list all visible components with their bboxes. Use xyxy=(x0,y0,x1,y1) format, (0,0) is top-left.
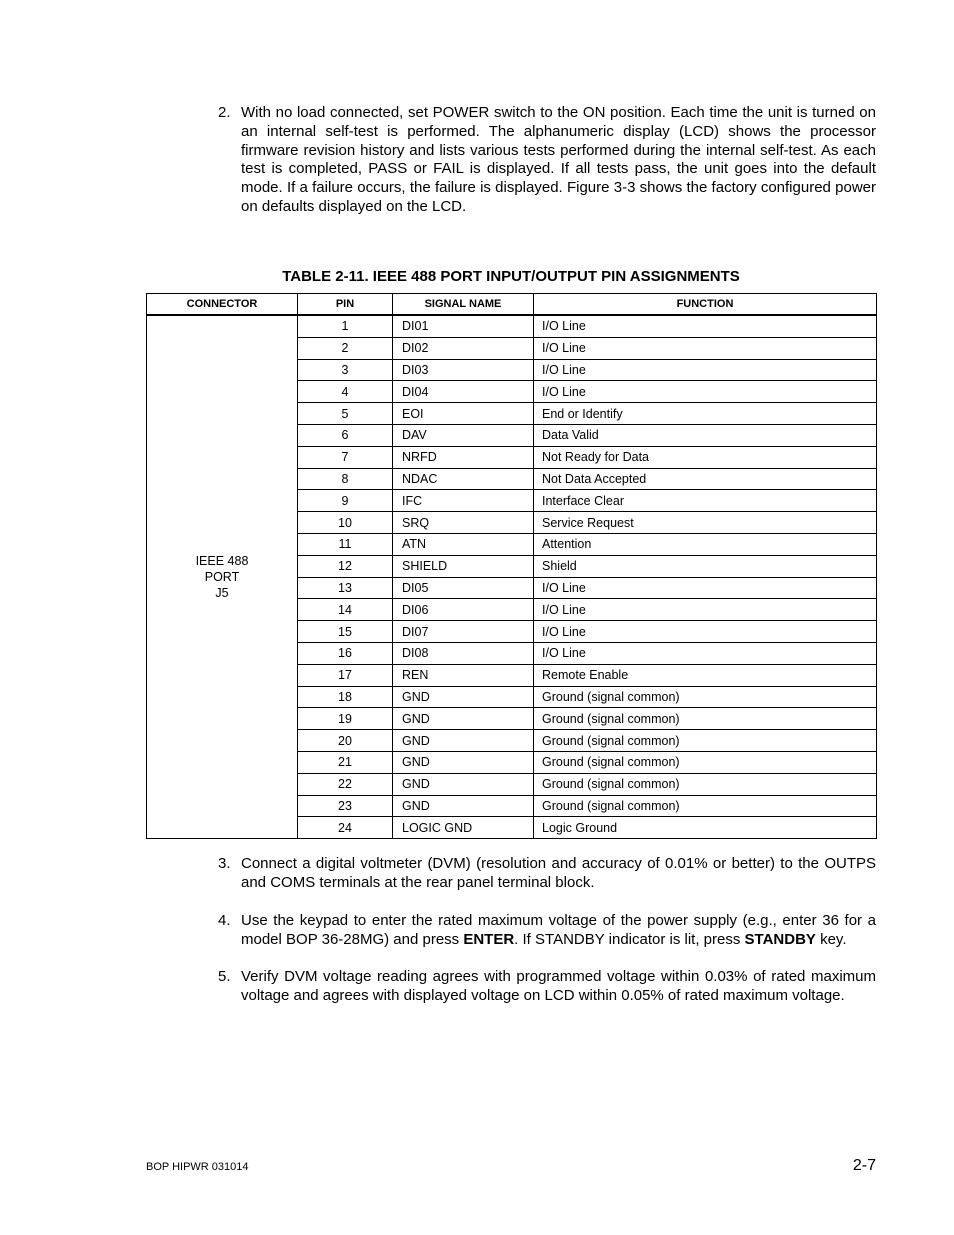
signal-name-cell: DI08 xyxy=(393,642,534,664)
pin-number-cell: 13 xyxy=(298,577,393,599)
signal-name-cell: GND xyxy=(393,773,534,795)
footer-page-number: 2-7 xyxy=(852,1157,876,1174)
signal-name-cell: DI07 xyxy=(393,621,534,643)
enter-key-label: ENTER xyxy=(463,930,515,948)
header-function: FUNCTION xyxy=(534,294,877,316)
pin-number-cell: 15 xyxy=(298,621,393,643)
pin-number-cell: 5 xyxy=(298,403,393,425)
signal-name-cell: DAV xyxy=(393,424,534,446)
connector-label-line: IEEE 488 xyxy=(195,554,249,569)
function-cell: Service Request xyxy=(534,512,877,534)
pin-number-cell: 18 xyxy=(298,686,393,708)
pin-number-cell: 24 xyxy=(298,817,393,839)
function-cell: I/O Line xyxy=(534,621,877,643)
signal-name-cell: DI01 xyxy=(393,315,534,337)
signal-name-cell: EOI xyxy=(393,403,534,425)
function-cell: Ground (signal common) xyxy=(534,730,877,752)
step-text-part: . If STANDBY indicator is lit, press xyxy=(514,930,745,948)
signal-name-cell: DI05 xyxy=(393,577,534,599)
signal-name-cell: GND xyxy=(393,708,534,730)
function-cell: Not Ready for Data xyxy=(534,446,877,468)
step-text: Verify DVM voltage reading agrees with programmed voltage within 0.03% of rated maximum voltage and agrees with displayed voltage on LCD within 0.05% of rated maximum voltage. xyxy=(241,968,876,1004)
step-text xyxy=(241,912,876,950)
connector-cell xyxy=(147,315,298,839)
step-text: Connect a digital voltmeter (DVM) (resolution and accuracy of 0.01% or better) to the OUTPS and COMS terminals at the rear panel terminal block. xyxy=(241,855,876,891)
signal-name-cell: DI06 xyxy=(393,599,534,621)
header-signal-name: SIGNAL NAME xyxy=(393,294,534,316)
table-title: TABLE 2-11. IEEE 488 PORT INPUT/OUTPUT PIN ASSIGNMENTS xyxy=(282,268,740,285)
function-cell: I/O Line xyxy=(534,381,877,403)
function-cell: Ground (signal common) xyxy=(534,751,877,773)
pin-number-cell: 20 xyxy=(298,730,393,752)
step-4-paragraph xyxy=(218,912,876,950)
signal-name-cell: GND xyxy=(393,795,534,817)
signal-name-cell: DI02 xyxy=(393,337,534,359)
signal-name-cell: DI04 xyxy=(393,381,534,403)
step-number: 3. xyxy=(218,855,231,872)
signal-name-cell: REN xyxy=(393,664,534,686)
signal-name-cell: DI03 xyxy=(393,359,534,381)
function-cell: Logic Ground xyxy=(534,817,877,839)
header-connector: CONNECTOR xyxy=(147,294,298,316)
signal-name-cell: NDAC xyxy=(393,468,534,490)
function-cell: Remote Enable xyxy=(534,664,877,686)
function-cell: Ground (signal common) xyxy=(534,773,877,795)
pin-number-cell: 11 xyxy=(298,533,393,555)
step-number: 4. xyxy=(218,912,231,929)
step-5-paragraph xyxy=(218,968,876,1006)
function-cell: I/O Line xyxy=(534,599,877,621)
function-cell: I/O Line xyxy=(534,337,877,359)
pin-number-cell: 6 xyxy=(298,424,393,446)
pin-number-cell: 19 xyxy=(298,708,393,730)
pin-number-cell: 14 xyxy=(298,599,393,621)
header-pin: PIN xyxy=(298,294,393,316)
function-cell: End or Identify xyxy=(534,403,877,425)
step-number: 2. xyxy=(218,104,231,121)
signal-name-cell: SHIELD xyxy=(393,555,534,577)
footer-document-id: BOP HIPWR 031014 xyxy=(146,1161,249,1173)
function-cell: I/O Line xyxy=(534,642,877,664)
step-text-part: key. xyxy=(815,930,847,948)
pin-number-cell: 2 xyxy=(298,337,393,359)
pin-number-cell: 23 xyxy=(298,795,393,817)
pin-number-cell: 8 xyxy=(298,468,393,490)
step-text: With no load connected, set POWER switch to the ON position. Each time the unit is turned on an internal self-test is performed. The alphanumeric display (LCD) shows the processor firmware revision history and lists various tests performed during the internal self-test. As each test is completed, PASS or FAIL is displayed. If all tests pass, the unit goes into the default mode. If a failure occurs, the failure is displayed. Figure 3-3 shows the factory configured power on defaults displayed on the LCD. xyxy=(241,104,876,215)
step-number: 5. xyxy=(218,968,231,985)
pin-number-cell: 1 xyxy=(298,315,393,337)
function-cell: Interface Clear xyxy=(534,490,877,512)
table-row xyxy=(147,315,877,337)
connector-label-line: PORT xyxy=(204,570,240,585)
signal-name-cell: GND xyxy=(393,730,534,752)
function-cell: Ground (signal common) xyxy=(534,708,877,730)
signal-name-cell: ATN xyxy=(393,533,534,555)
pin-number-cell: 22 xyxy=(298,773,393,795)
table-header-row xyxy=(147,294,877,316)
connector-label-line: J5 xyxy=(215,586,229,601)
function-cell: Data Valid xyxy=(534,424,877,446)
pin-number-cell: 16 xyxy=(298,642,393,664)
pin-number-cell: 4 xyxy=(298,381,393,403)
function-cell: Ground (signal common) xyxy=(534,686,877,708)
pin-number-cell: 21 xyxy=(298,751,393,773)
step-2-paragraph xyxy=(218,104,876,217)
function-cell: I/O Line xyxy=(534,315,877,337)
pin-number-cell: 9 xyxy=(298,490,393,512)
pin-number-cell: 10 xyxy=(298,512,393,534)
signal-name-cell: NRFD xyxy=(393,446,534,468)
pin-assignment-table xyxy=(146,293,877,839)
standby-key-label: STANDBY xyxy=(744,930,816,948)
function-cell: Ground (signal common) xyxy=(534,795,877,817)
signal-name-cell: GND xyxy=(393,686,534,708)
function-cell: I/O Line xyxy=(534,359,877,381)
function-cell: Not Data Accepted xyxy=(534,468,877,490)
signal-name-cell: SRQ xyxy=(393,512,534,534)
function-cell: I/O Line xyxy=(534,577,877,599)
pin-number-cell: 3 xyxy=(298,359,393,381)
signal-name-cell: LOGIC GND xyxy=(393,817,534,839)
pin-number-cell: 17 xyxy=(298,664,393,686)
signal-name-cell: IFC xyxy=(393,490,534,512)
function-cell: Shield xyxy=(534,555,877,577)
pin-number-cell: 7 xyxy=(298,446,393,468)
pin-number-cell: 12 xyxy=(298,555,393,577)
step-text-part: Use the keypad to enter the rated maximum voltage of the power supply (e.g., enter 36 for a model BOP 36-28MG) and press xyxy=(241,912,876,948)
signal-name-cell: GND xyxy=(393,751,534,773)
function-cell: Attention xyxy=(534,533,877,555)
step-3-paragraph xyxy=(218,855,876,893)
